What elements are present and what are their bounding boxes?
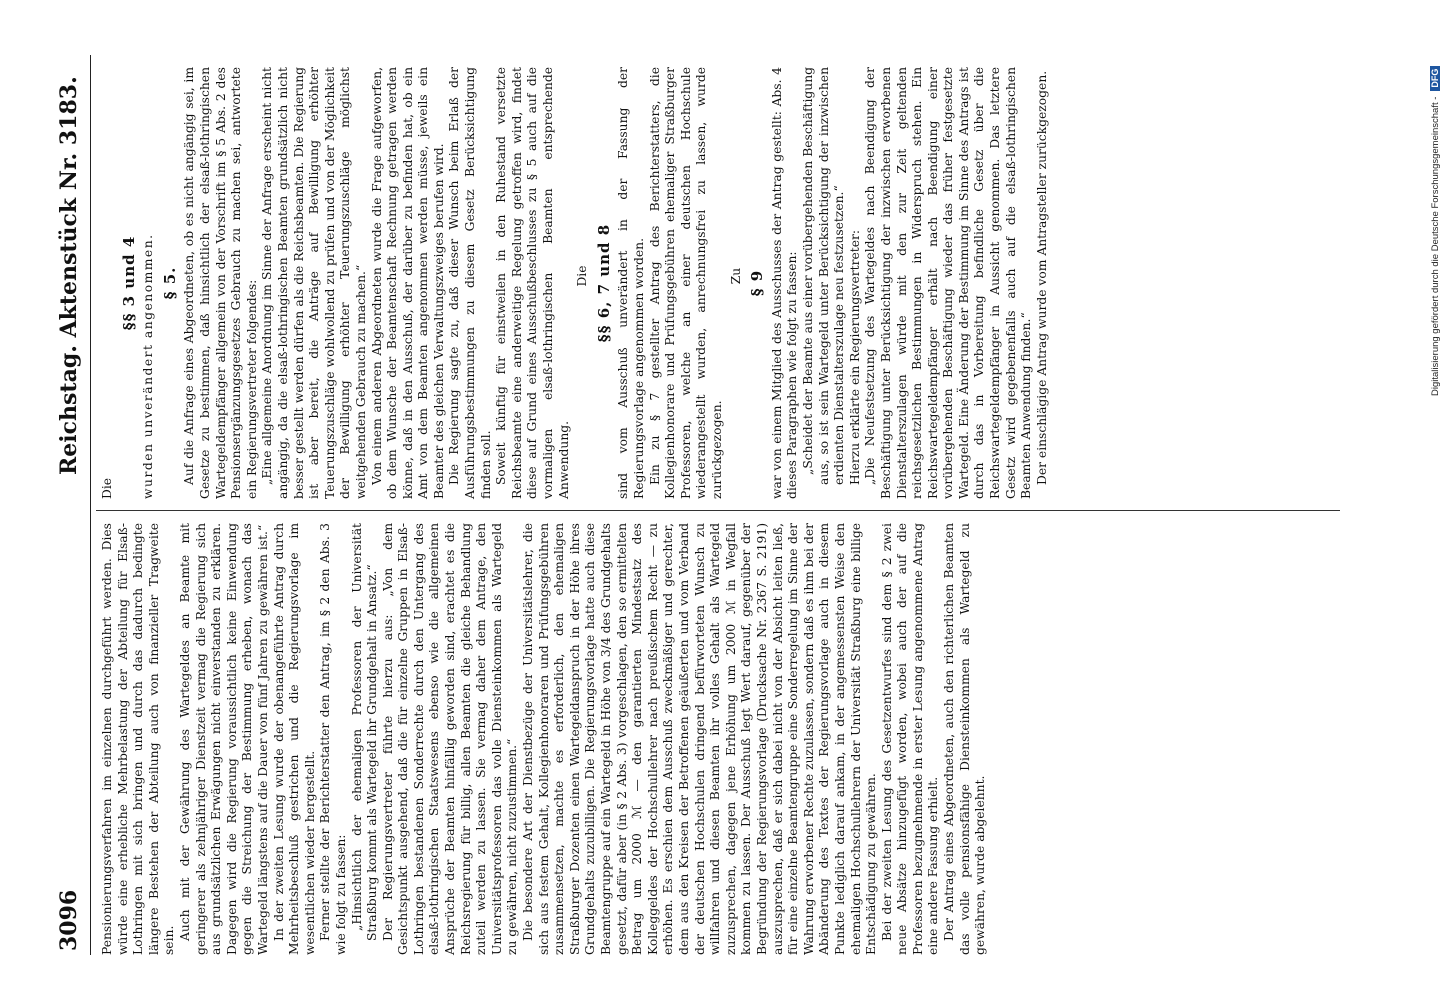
- section-heading: § 5.: [160, 266, 179, 300]
- rotated-document-page: [50, 55, 1350, 955]
- right-column: [100, 67, 1340, 499]
- paragraph: Von einem anderen Abgeordneten wurde die Frage aufgeworfen, ob dem Wunsche der Beamtenschaft Rechnung getragen werden könne, daß in den Ausschuß, der darüber zu befinden hat, ob ein Amt von dem Beamten angenommen werden müsse, jeweils ein Beamter des gleichen Verwaltungszweiges berufen wird.: [369, 67, 446, 499]
- running-title: Reichstag. Aktenstück Nr. 3183.: [56, 76, 82, 475]
- page-number: 3096: [56, 889, 82, 951]
- digitization-note: [1418, 8, 1441, 408]
- paragraph: In der zweiten Lesung wurde der obenangeführte Antrag durch Mehrheitsbeschluß gestrichen und die Regierungsvorlage im wesentlichen wieder hergestellt.: [271, 523, 317, 955]
- digitization-note-text: Digitalisierung gefördert durch die Deutsche Forschungsgemeinschaft -: [1430, 96, 1441, 396]
- paragraph: Pensionierungsverfahren im einzelnen durchgeführt werden. Dies würde eine erhebliche Mehrbelastung der Abteilung für Elsaß-Lothringen mit sich bringen und durch das dadurch bedingte längere Bestehen der Abteilung auch von finanzieller Tragweite sein.: [100, 523, 177, 955]
- paragraph: Die Regierung sagte zu, daß dieser Wunsch beim Erlaß der Ausführungsbestimmungen zu diesem Gesetz Berücksichtigung finden soll.: [447, 67, 493, 499]
- paragraph: Ein zu § 7 gestellter Antrag des Berichterstatters, die Kollegienhonorare und Prüfungsgebühren ehemaliger Straßburger Professoren, welche an einer deutschen Hochschule wiederangestellt wurden, anrechnungsfrei zu lassen, wurde zurückgezogen.: [647, 67, 724, 499]
- paragraph: Der einschlägige Antrag wurde vom Antragsteller zurückgezogen.: [1034, 70, 1049, 485]
- dfg-logo: DFG: [1430, 66, 1440, 91]
- paragraph: wurden unverändert angenommen.: [141, 233, 156, 499]
- paragraph: Auch mit der Gewährung des Wartegeldes an Beamte mit geringerer als zehnjähriger Dienstzeit vermag die Regierung sich aus grundsätzlichen Erwägungen nicht einverstanden zu erklären. Dagegen wird die Regierung voraussichtlich keine Einwendung gegen die Streichung der Bestimmung erheben, wonach das Wartegeld längstens auf die Dauer von fünf Jahren zu gewähren ist.“: [177, 523, 270, 955]
- quoted-paragraph: „Eine allgemeine Anordnung im Sinne der Anfrage erscheint nicht angängig, da die elsaß-lothringischen Beamten grundsätzlich nicht besser gestellt werden dürfen als die Reichsbeamten. Die Regierung ist aber bereit, die Anträge auf Bewilligung erhöhter Teuerungszuschläge wohlwollend zu prüfen und von der Möglichkeit der Bewilligung erhöhter Teuerungszuschläge möglichst weitgehenden Gebrauch zu machen.“: [260, 67, 368, 499]
- column-divider: [96, 510, 1340, 511]
- paragraph: Bei der zweiten Lesung des Gesetzentwurfes sind dem § 2 zwei neue Absätze hinzugefügt worden, wobei auch der auf die Professoren bezugnehmende in erster Lesung angenommene Antrag eine andere Fassung erhielt.: [879, 523, 941, 955]
- section-heading: §§ 6, 7 und 8: [594, 223, 613, 343]
- paragraph: sind vom Ausschuß unverändert in der Fassung der Regierungsvorlage angenommen worden.: [616, 67, 646, 499]
- paragraph: Ferner stellte der Berichterstatter den Antrag, im § 2 den Abs. 3 wie folgt zu fassen:: [318, 523, 348, 955]
- paragraph: Der Antrag eines Abgeordneten, auch den richterlichen Beamten das volle pensionsfähige Diensteinkommen als Wartegeld zu gewähren, wurde abgelehnt.: [942, 523, 988, 955]
- paragraph: Die besondere Art der Dienstbezüge der Universitätslehrer, die sich aus festem Gehalt, Kollegienhonoraren und Prüfungsgebühren zusammensetzen, machte es erforderlich, den ehemaligen Straßburger Dozenten einen Wartegeldanspruch in der Höhe ihres Grundgehalts zuzubilligen. Die Regierungsvorlage hatte auch diese Beamtengruppe auf ein Wartegeld in Höhe von 3/4 des Grundgehalts gesetzt, dafür aber (in § 2 Abs. 3) vorgeschlagen, den so ermittelten Betrag um 2000 ℳ — den garantierten Mindestsatz des Kolleggeldes der Hochschullehrer nach preußischem Recht — zu erhöhen. Es erschien dem Ausschuß zweckmäßiger und gerechter, dem aus den Kreisen der Betroffenen geäußerten und vom Verband der deutschen Hochschulen dringend befürworteten Wunsch zu willfahren und diesen Beamten ihr volles Gehalt als Wartegeld zuzusprechen, dagegen jene Erhöhung um 2000 ℳ in Wegfall kommen zu lassen. Der Ausschuß legt Wert darauf, gegenüber der Begründung der Regierungsvorlage (Drucksache Nr. 2367 S. 2191) auszusprechen, daß er sich dabei nicht von der Absicht leiten ließ, für eine einzelne Beamtengruppe eine Sonderregelung im Sinne der Wahrung erworbener Rechte zuzulassen, sondern daß es ihm bei der Abänderung des Textes der Regierungsvorlage auch in diesem Punkte lediglich darauf ankam, in der angemessensten Weise den ehemaligen Hochschullehrern der Universität Straßburg eine billige Entschädigung zu gewähren.: [521, 523, 879, 955]
- section-heading: §§ 3 und 4: [119, 235, 138, 331]
- quoted-paragraph: „Die Neufestsetzung des Wartegeldes nach Beendigung der Beschäftigung unter Berücksichtigung der inzwischen erworbenen Dienstalterszulagen würde mit den zur Zeit geltenden reichsgesetzlichen Bestimmungen in Widerspruch stehen. Ein Reichswartegeldempfänger erhält nach Beendigung einer vorübergehenden Beschäftigung wieder das früher festgesetzte Wartegeld. Eine Änderung der Bestimmung im Sinne des Antrags ist durch das in Vorbereitung befindliche Gesetz über die Reichswartegeldempfänger in Aussicht genommen. Das letztere Gesetz wird gegebenenfalls auch auf die elsaß-lothringischen Beamten Anwendung finden.“: [863, 67, 1034, 499]
- paragraph-intro: Zu: [728, 267, 743, 285]
- paragraph: war von einem Mitglied des Ausschusses der Antrag gestellt: Abs. 4 dieses Paragraphen wie folgt zu fassen:: [769, 67, 800, 499]
- paragraph-intro: Die: [100, 477, 114, 499]
- paragraph: Hierzu erklärte ein Regierungsvertreter:: [847, 230, 862, 485]
- left-column: [100, 523, 1340, 955]
- paragraph: Der Regierungsvertreter führte hierzu aus: „Von dem Gesichtspunkt ausgehend, daß die für einzelne Gruppen in Elsaß-Lothringen bestandenen Sonderrechte durch den Untergang des elsaß-lothringischen Staatswesens ebenso wie die allgemeinen Ansprüche der Beamten hinfällig geworden sind, erachtet es die Reichsregierung für billig, allen Beamten die gleiche Behandlung zuteil werden zu lassen. Sie vermag daher dem Antrage, den Universitätsprofessoren das volle Diensteinkommen als Wartegeld zu gewähren, nicht zuzustimmen.“: [380, 523, 520, 955]
- paragraph: Soweit künftig für einstweilen in den Ruhestand versetzte Reichsbeamte eine anderweitige Regelung getroffen wird, findet diese auf Grund eines Ausschußbeschlusses zu § 5 auch auf die vormaligen elsaß-lothringischen Beamten entsprechende Anwendung.: [494, 67, 571, 499]
- page-header: [50, 55, 91, 955]
- section-heading: § 9: [748, 269, 767, 297]
- paragraph-intro: Die: [575, 265, 590, 287]
- quoted-paragraph: „Hinsichtlich der ehemaligen Professoren der Universität Straßburg kommt als Wartegeld ihr Grundgehalt in Ansatz.“: [349, 523, 380, 941]
- quoted-paragraph: „Scheidet der Beamte aus einer vorübergehenden Beschäftigung aus, so ist sein Wartegeld unter Berücksichtigung der inzwischen erdienten Dienstalterszulage neu festzusetzen.“: [800, 67, 847, 485]
- paragraph: Auf die Anfrage eines Abgeordneten, ob es nicht angängig sei, im Gesetze zu bestimmen, daß hinsichtlich der elsaß-lothringischen Wartegeldempfänger allgemein von der Vorschrift im § 5 Abs. 2 des Pensionsergänzungsgesetzes Gebrauch zu machen sei, antwortete ein Regierungsvertreter folgendes:: [182, 67, 259, 499]
